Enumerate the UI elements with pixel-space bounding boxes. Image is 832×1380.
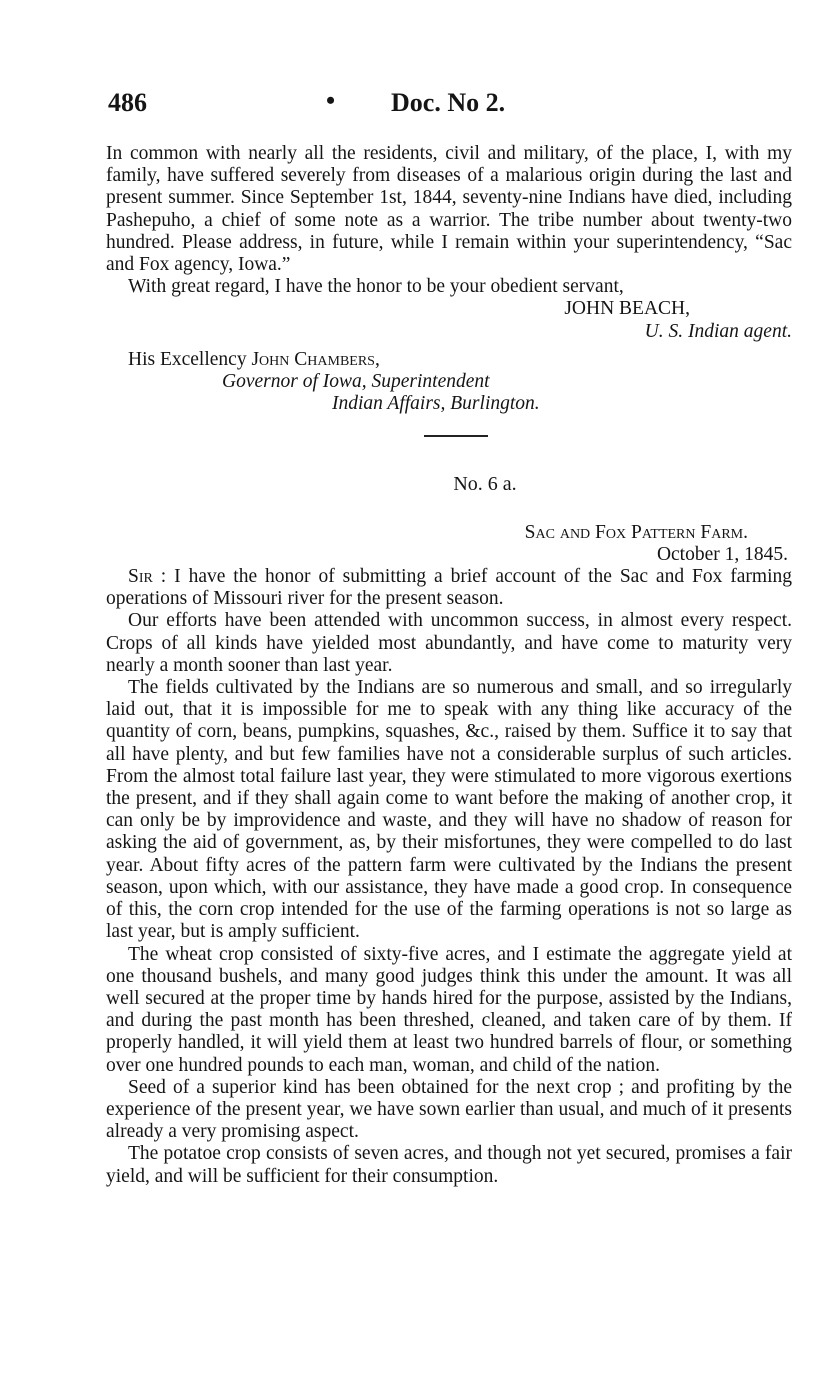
report-paragraph: The potatoe crop consists of seven acres, and though not yet secured, promises a fair yield, and will be sufficient for their consumption. [106,1143,792,1187]
addressee-line-2: Governor of Iowa, Superintendent [222,371,490,393]
report-place: Sac and Fox Pattern Farm. [524,521,748,543]
section-divider [424,435,488,437]
report-paragraph: Our efforts have been attended with uncommon success, in almost every respect. Crops of all kinds have yielded most abundantly, and have come to maturity very nearly a month sooner than last year. [106,610,792,676]
addressee-line-3: Indian Affairs, Burlington. [332,393,540,415]
report-paragraph: Seed of a superior kind has been obtained for the next crop ; and profiting by the experience of the present year, we have sown earlier than usual, and much of it presents already a very promising aspect. [106,1076,792,1143]
letter-paragraph: In common with nearly all the residents, civil and military, of the place, I, with my family, have suffered severely from diseases of a malarious origin during the last and present summer. Since September 1st, 1844, seventy-nine Indians have died, including Pashepuho, a chief of some note as a warrior. The tribe number about twenty-two hundred. Please address, in future, while I remain within your superintendency, “Sac and Fox agency, Iowa.” [106,143,792,276]
letter-closing: With great regard, I have the honor to be your obedient servant, [128,276,624,298]
report-paragraph-text: I have the honor of submitting a brief account of the Sac and Fox farming operations of Missouri river for the present season. [106,566,793,610]
signer-name: JOHN BEACH, [564,298,690,320]
addressee-line-1 [106,349,792,371]
section-number: No. 6 a. [453,473,517,496]
report-paragraph: The fields cultivated by the Indians are so numerous and small, and so irregularly laid out, that it is impossible for me to speak with any thing like accuracy of the quantity of corn, beans, pumpkins, squashes, &c., raised by them. Suffice it to say that all have plenty, and but few families have not a considerable surplus of such articles. From the almost total failure last year, they were stimulated to more vigorous exertions the present, and if they shall again come to want before the making of another crop, it can only be by improvidence and waste, and they will have no shadow of reason for asking the aid of government, as, by their misfortunes, they were compelled to do last year. About fifty acres of the pattern farm were cultivated by the Indians the present season, upon which, with our assistance, they have made a good crop. In consequence of this, the corn crop intended for the use of the farming operations is not so large as last year, but is amply sufficient. [106,677,792,943]
addressee-prefix: His Excellency [128,348,252,370]
page-body [106,143,792,1188]
document-title: Doc. No 2. [391,88,506,117]
addressee-name: John Chambers, [251,348,380,370]
report-date: October 1, 1845. [656,543,788,565]
salutation: Sir : [128,566,167,588]
report-paragraph: The wheat crop consisted of sixty-five acres, and I estimate the aggregate yield at one thousand bushels, and many good judges think this under the amount. It was all well secured at the proper time by hands hired for the purpose, assisted by the Indians, and during the past month has been threshed, cleaned, and taken care of by them. If properly handled, it will yield them at least two hundred barrels of flour, or something over one hundred pounds to each man, woman, and child of the nation. [106,943,792,1076]
page-number: 486 [108,88,147,117]
report-paragraph [106,566,792,610]
running-header [108,88,808,128]
header-bullet: • [326,86,336,115]
signer-title: U. S. Indian agent. [644,320,792,342]
